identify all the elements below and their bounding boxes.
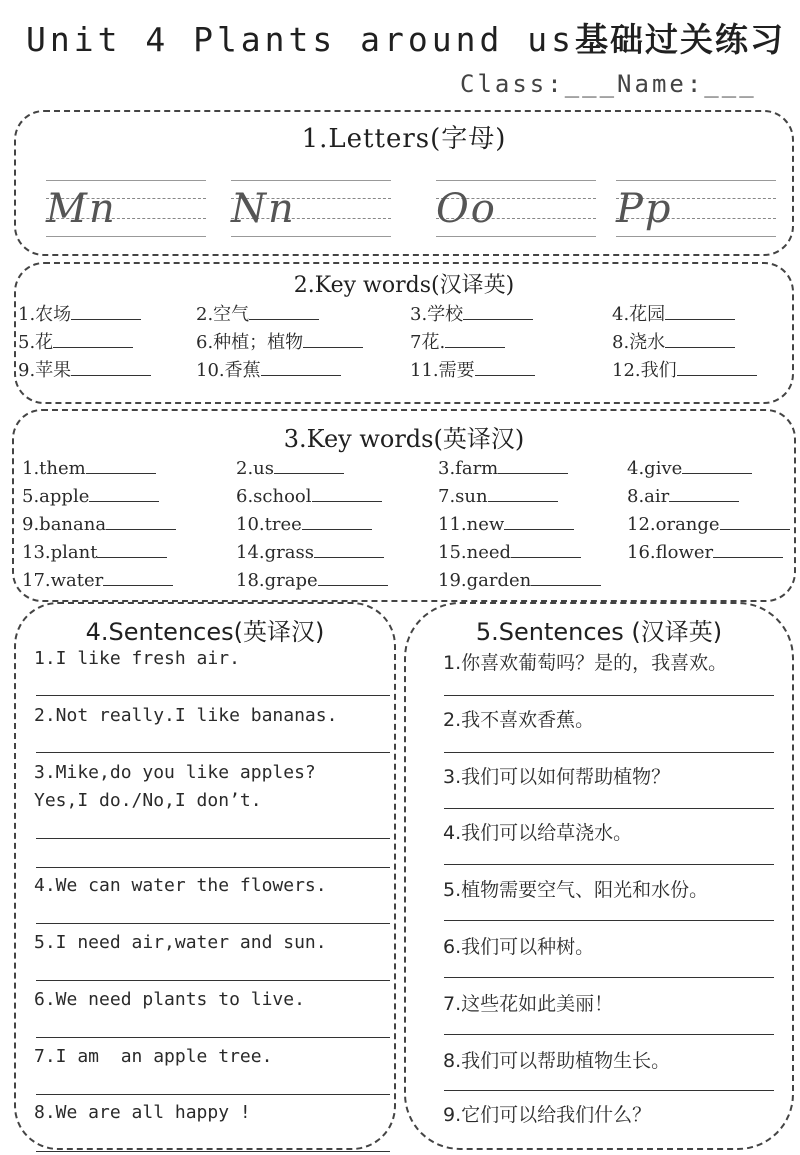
en-cn-word-item-answer-blank[interactable]: [106, 511, 176, 530]
cn-en-word-item-label: 4.花园: [612, 304, 666, 325]
letter-pp: Pp: [616, 186, 673, 232]
en-cn-sentence: Yes,I do./No,I don’t.: [34, 790, 262, 811]
en-cn-word-item: [627, 483, 739, 507]
title-chinese: 基础过关练习: [574, 20, 785, 59]
answer-line[interactable]: [444, 1090, 774, 1091]
en-cn-word-item-label: 10.tree: [236, 514, 302, 535]
key-words-en-cn-title: 3.Key words(英译汉): [283, 425, 525, 453]
cn-en-word-item-answer-blank[interactable]: [665, 301, 735, 320]
answer-line[interactable]: [36, 980, 390, 981]
en-cn-word-item-label: 18.grape: [236, 570, 318, 591]
en-cn-word-item: [236, 455, 344, 479]
en-cn-word-item: [22, 455, 156, 479]
answer-line[interactable]: [444, 695, 774, 696]
cn-en-word-item-label: 11.需要: [410, 360, 475, 381]
cn-en-word-item-label: 1.农场: [18, 304, 72, 325]
cn-en-sentence: 1.你喜欢葡萄吗？是的，我喜欢。: [443, 652, 728, 674]
en-cn-sentence: 6.We need plants to live.: [34, 989, 305, 1010]
en-cn-word-item-label: 8.air: [627, 486, 670, 507]
en-cn-word-item-answer-blank[interactable]: [302, 511, 372, 530]
cn-en-word-item: [196, 300, 319, 326]
en-cn-word-item: [627, 511, 790, 535]
en-cn-word-item: [627, 455, 752, 479]
en-cn-word-item-answer-blank[interactable]: [318, 567, 388, 586]
cn-en-word-item-answer-blank[interactable]: [249, 301, 319, 320]
en-cn-sentence: 7.I am an apple tree.: [34, 1046, 273, 1067]
cn-en-word-item-label: 10.香蕉: [196, 360, 261, 381]
cn-en-word-item-answer-blank[interactable]: [71, 301, 141, 320]
en-cn-word-item-answer-blank[interactable]: [498, 455, 568, 474]
en-cn-sentence: 3.Mike,do you like apples?: [34, 762, 316, 783]
en-cn-word-item: [236, 539, 384, 563]
cn-en-word-item: [410, 328, 505, 354]
en-cn-word-item: [438, 483, 558, 507]
cn-en-sentence: 4.我们可以给草浇水。: [443, 822, 633, 844]
cn-en-word-item-answer-blank[interactable]: [71, 357, 151, 376]
en-cn-word-item-answer-blank[interactable]: [86, 455, 156, 474]
en-cn-word-item-answer-blank[interactable]: [89, 483, 159, 502]
en-cn-sentence: 5.I need air,water and sun.: [34, 932, 327, 953]
letter-practice-oo[interactable]: [436, 176, 596, 240]
cn-en-word-item-label: 9.苹果: [18, 360, 72, 381]
en-cn-word-item-answer-blank[interactable]: [504, 511, 574, 530]
en-cn-word-item-label: 3.farm: [438, 458, 499, 479]
en-cn-word-item-label: 13.plant: [22, 542, 98, 563]
answer-line[interactable]: [36, 1151, 390, 1152]
en-cn-sentence: 2.Not really.I like bananas.: [34, 705, 338, 726]
en-cn-word-item-label: 19.garden: [438, 570, 532, 591]
en-cn-word-item-label: 4.give: [627, 458, 683, 479]
cn-en-word-item-answer-blank[interactable]: [53, 329, 133, 348]
cn-en-word-item-label: 6.种植；植物: [196, 332, 304, 353]
letter-nn: Nn: [231, 186, 296, 232]
cn-en-word-item: [18, 328, 133, 354]
cn-en-word-item-label: 12.我们: [612, 360, 677, 381]
cn-en-word-item: [196, 328, 363, 354]
answer-line[interactable]: [36, 867, 390, 868]
answer-line[interactable]: [36, 695, 390, 696]
letters-section-title: 1.Letters(字母): [301, 124, 507, 154]
cn-en-word-item: [410, 356, 535, 382]
en-cn-word-item: [438, 539, 581, 563]
cn-en-sentence: 3.我们可以如何帮助植物？: [443, 766, 671, 788]
en-cn-word-item: [438, 567, 601, 591]
en-cn-sentence: 8.We are all happy !: [34, 1102, 251, 1123]
en-cn-word-item-answer-blank[interactable]: [511, 539, 581, 558]
en-cn-word-item-label: 17.water: [22, 570, 104, 591]
cn-en-word-item: [612, 300, 735, 326]
answer-line[interactable]: [444, 977, 774, 978]
en-cn-word-item-answer-blank[interactable]: [669, 483, 739, 502]
cn-en-word-item-answer-blank[interactable]: [665, 329, 735, 348]
en-cn-word-item: [236, 483, 382, 507]
en-cn-word-item: [236, 567, 388, 591]
key-words-cn-en-title: 2.Key words(汉译英): [293, 273, 515, 298]
en-cn-word-item-answer-blank[interactable]: [720, 511, 790, 530]
en-cn-word-item-answer-blank[interactable]: [274, 455, 344, 474]
cn-en-word-item: [410, 300, 533, 326]
en-cn-word-item-answer-blank[interactable]: [713, 539, 783, 558]
sentences-cn-en-title: 5.Sentences (汉译英): [475, 618, 723, 646]
cn-en-word-item-answer-blank[interactable]: [303, 329, 363, 348]
answer-line[interactable]: [444, 808, 774, 809]
letter-practice-mn[interactable]: [46, 176, 206, 240]
cn-en-sentence: 2.我不喜欢香蕉。: [443, 709, 595, 731]
answer-line[interactable]: [444, 920, 774, 921]
en-cn-word-item-label: 12.orange: [627, 514, 720, 535]
answer-line[interactable]: [36, 838, 390, 839]
class-name-line: Class:___Name:___: [460, 70, 757, 98]
en-cn-sentence: 1.I like fresh air.: [34, 648, 240, 669]
cn-en-word-item-answer-blank[interactable]: [261, 357, 341, 376]
en-cn-word-item: [22, 483, 159, 507]
cn-en-sentence: 9.它们可以给我们什么？: [443, 1104, 652, 1126]
letter-mn: Mn: [46, 186, 117, 232]
en-cn-word-item: [627, 539, 783, 563]
cn-en-word-item-answer-blank[interactable]: [677, 357, 757, 376]
cn-en-word-item-label: 2.空气: [196, 304, 250, 325]
cn-en-sentence: 5.植物需要空气、阳光和水份。: [443, 879, 709, 901]
cn-en-word-item-answer-blank[interactable]: [445, 329, 505, 348]
cn-en-sentence: 6.我们可以种树。: [443, 936, 595, 958]
answer-line[interactable]: [36, 923, 390, 924]
en-cn-word-item-answer-blank[interactable]: [531, 567, 601, 586]
worksheet-title: [26, 14, 785, 61]
en-cn-word-item-answer-blank[interactable]: [103, 567, 173, 586]
en-cn-word-item-answer-blank[interactable]: [488, 483, 558, 502]
answer-line[interactable]: [36, 752, 390, 753]
en-cn-word-item-label: 7.sun: [438, 486, 488, 507]
cn-en-word-item: [612, 328, 735, 354]
en-cn-word-item: [22, 567, 173, 591]
en-cn-word-item-label: 14.grass: [236, 542, 314, 563]
en-cn-word-item-answer-blank[interactable]: [312, 483, 382, 502]
en-cn-word-item-label: 5.apple: [22, 486, 90, 507]
cn-en-word-item-label: 7花.: [410, 332, 446, 353]
en-cn-word-item: [22, 539, 167, 563]
letter-practice-nn[interactable]: [231, 176, 391, 240]
answer-line[interactable]: [444, 1034, 774, 1035]
cn-en-word-item-answer-blank[interactable]: [463, 301, 533, 320]
en-cn-word-item-label: 11.new: [438, 514, 505, 535]
cn-en-word-item-label: 3.学校: [410, 304, 464, 325]
en-cn-word-item: [438, 455, 568, 479]
en-cn-word-item-label: 6.school: [236, 486, 312, 507]
cn-en-sentence: 7.这些花如此美丽！: [443, 993, 614, 1015]
cn-en-word-item-label: 5.花: [18, 332, 54, 353]
en-cn-word-item-answer-blank[interactable]: [97, 539, 167, 558]
en-cn-word-item-answer-blank[interactable]: [314, 539, 384, 558]
cn-en-sentence: 8.我们可以帮助植物生长。: [443, 1050, 671, 1072]
en-cn-word-item-label: 16.flower: [627, 542, 714, 563]
cn-en-word-item: [18, 300, 141, 326]
title-english: Unit 4 Plants around us: [26, 20, 575, 59]
en-cn-word-item-label: 15.need: [438, 542, 512, 563]
answer-line[interactable]: [444, 752, 774, 753]
letter-oo: Oo: [436, 186, 497, 232]
letter-practice-pp[interactable]: [616, 176, 776, 240]
cn-en-word-item-label: 8.浇水: [612, 332, 666, 353]
en-cn-word-item-answer-blank[interactable]: [682, 455, 752, 474]
letters-section: [14, 110, 794, 256]
en-cn-word-item-label: 9.banana: [22, 514, 107, 535]
cn-en-word-item: [196, 356, 341, 382]
cn-en-word-item: [612, 356, 757, 382]
en-cn-word-item-label: 1.them: [22, 458, 86, 479]
answer-line[interactable]: [36, 1094, 390, 1095]
en-cn-word-item-label: 2.us: [236, 458, 275, 479]
en-cn-sentence: 4.We can water the flowers.: [34, 875, 327, 896]
en-cn-word-item: [438, 511, 574, 535]
answer-line[interactable]: [36, 1037, 390, 1038]
cn-en-word-item: [18, 356, 151, 382]
cn-en-word-item-answer-blank[interactable]: [475, 357, 535, 376]
en-cn-word-item: [22, 511, 176, 535]
en-cn-word-item: [236, 511, 372, 535]
answer-line[interactable]: [444, 864, 774, 865]
sentences-en-cn-title: 4.Sentences(英译汉): [85, 618, 325, 646]
